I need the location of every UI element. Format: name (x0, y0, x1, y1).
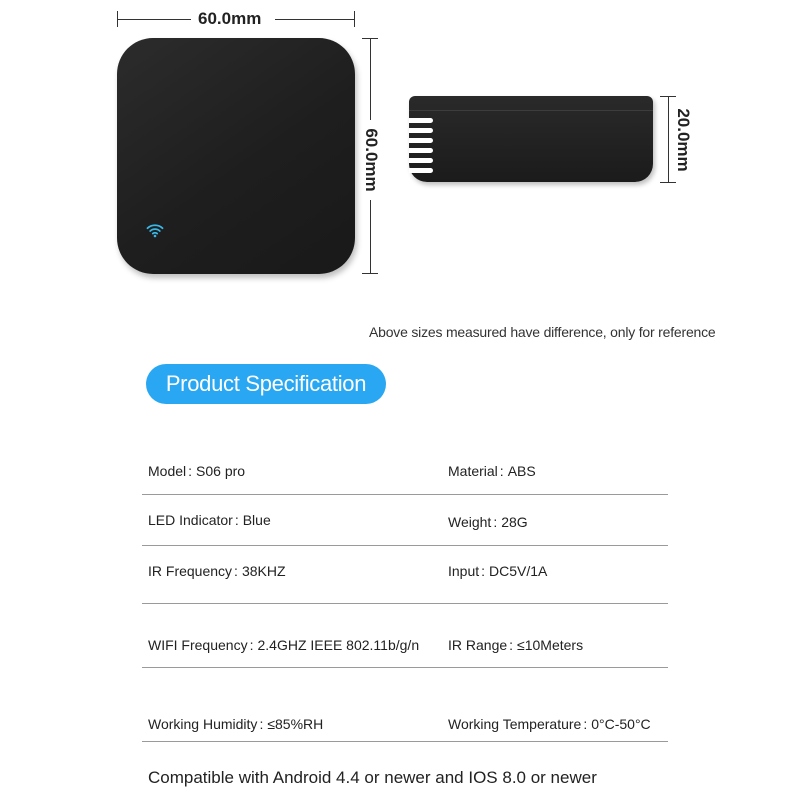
spec-weight: Weight : 28G (448, 514, 528, 530)
spec-ir-range: IR Range : ≤10Meters (448, 637, 584, 653)
vent-slot (409, 148, 433, 153)
dimension-line-bottom (370, 200, 371, 274)
measurement-note: Above sizes measured have difference, only for reference (369, 324, 716, 340)
spec-input: Input : DC5V/1A (448, 563, 548, 579)
row-divider (142, 667, 668, 668)
row-divider (142, 603, 668, 604)
vent-slot (409, 168, 433, 173)
height-dimension-label: 60.0mm (362, 128, 381, 192)
side-height-dimension-label: 20.0mm (674, 108, 693, 172)
row-divider (142, 494, 668, 495)
spec-model: Model : S06 pro (148, 463, 246, 479)
spec-working-temperature: Working Temperature : 0°C-50°C (448, 716, 651, 732)
spec-ir-frequency: IR Frequency : 38KHZ (148, 563, 286, 579)
row-divider (142, 545, 668, 546)
device-side-view (409, 96, 653, 182)
spec-wifi-frequency: WIFI Frequency : 2.4GHZ IEEE 802.11b/g/n (148, 637, 420, 653)
spec-material: Material : ABS (448, 463, 536, 479)
spec-working-humidity: Working Humidity : ≤85%RH (148, 716, 324, 732)
spec-title-badge: Product Specification (146, 364, 386, 404)
width-dimension-label: 60.0mm (198, 9, 262, 28)
dimension-line (668, 96, 669, 183)
dimension-line-right (275, 19, 355, 20)
vent-slot (409, 138, 433, 143)
vent-slot (409, 128, 433, 133)
dimension-line-left (117, 19, 191, 20)
row-divider (142, 741, 668, 742)
vent-slot (409, 118, 433, 123)
spec-led-indicator: LED Indicator : Blue (148, 512, 271, 528)
vent-slot (409, 158, 433, 163)
dimension-line-top (370, 38, 371, 120)
compatibility-text: Compatible with Android 4.4 or newer and IOS 8.0 or newer (148, 768, 597, 787)
device-top-view (117, 38, 355, 274)
wifi-icon (146, 222, 164, 238)
